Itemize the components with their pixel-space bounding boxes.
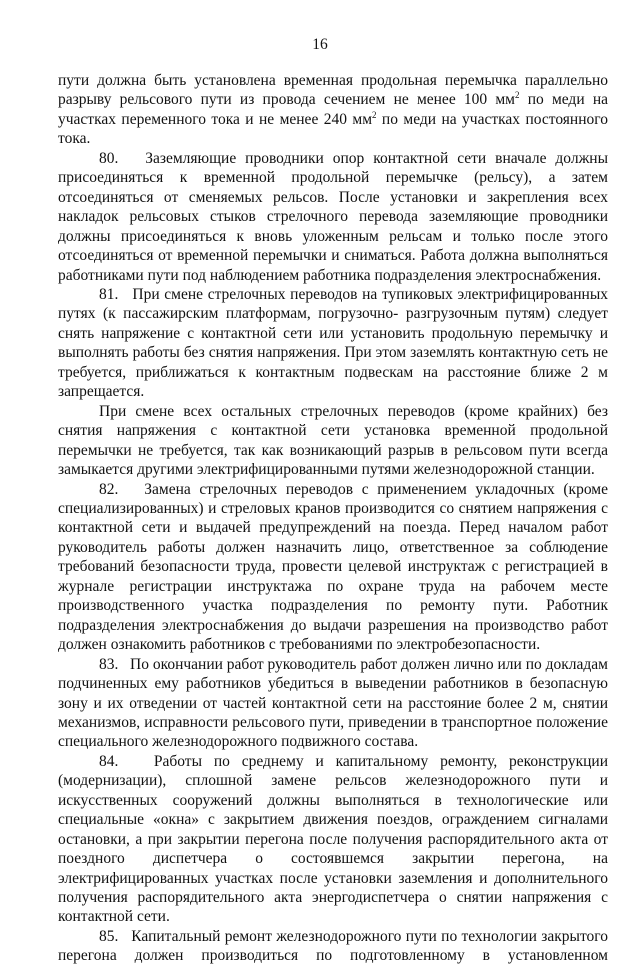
paragraph-84: 84. Работы по среднему и капитальному ремонту, реконструкции (модернизации), сплошной замене рельсов железнодорожного пути и искусственных сооружений должны выполняться в технологические или специальные «окна» с закрытием движения поездов, ограждением сигналами остановки, а при закрытии перегона после получения распорядительного акта от поездного диспетчера о состоявшемся закрытии перегона, на электрифицированных участках после установки заземления и дополнительного получения распорядительного акта энергодиспетчера о снятии напряжения с контактной сети. [58,752,608,926]
paragraph-85: 85. Капитальный ремонт железнодорожного пути по технологии закрытого перегона должен производиться по подготовленному в установленном [58,927,608,965]
superscript: 2 [514,90,520,101]
superscript: 2 [372,109,377,120]
paragraph-81: 81. При смене стрелочных переводов на тупиковых электрифицированных путях (к пассажирским платформам, погрузочно- разгрузочным путям) следует снять напряжение с контактной сети или установить продольную перемычку и выполнять работы без снятия напряжения. При этом заземлять контактную сеть не требуется, приближаться к контактным подвескам на расстояние ближе 2 м запрещается. [58,285,608,401]
text-fragment: по меди на участках постоянного тока. [58,110,608,148]
paragraph-82: 82. Замена стрелочных переводов с применением укладочных (кроме специализированных) и стреловых кранов производится со снятием напряжения с контактной сети и выдачей предупреждений на поезда. Перед началом работ руководитель работы должен назначить лицо, ответственное за соблюдение требований безопасности труда, провести целевой инструктаж с регистрацией в журнале регистрации инструктажа по охране труда на рабочем месте производственного участка подразделения по ремонту пути. Работник подразделения электроснабжения до выдачи разрешения на производство работ должен ознакомить работников с требованиями по электробезопасности. [58,480,608,654]
paragraph-83: 83. По окончании работ руководитель работ должен лично или по докладам подчиненных ему работников убедиться в выведении работников в безопасную зону и их отведении от частей контактной сети на расстояние более 2 м, снятии механизмов, исправности рельсового пути, приведении в транспортное положение специального железнодорожного подвижного состава. [58,655,608,751]
text-fragment: пути должна быть установлена временная продольная перемычка параллельно разрыву рельсового пути из провода сечением не менее 100 мм [58,72,608,109]
paragraph-79-continuation [58,71,608,149]
paragraph-80: 80. Заземляющие проводники опор контактной сети вначале должны присоединяться к временной продольной перемычке (рельсу), а затем отсоединяться от сменяемых рельсов. После установки и закрепления всех накладок рельсовых стыков стрелочного перевода заземляющие проводники должны присоединяться к вновь уложенным рельсам и только после этого отсоединяться от временной перемычки и сниматься. Работа должна выполняться работниками пути под наблюдением работника подразделения электроснабжения. [58,149,608,284]
text-fragment: по меди на участках переменного тока и не менее 240 мм [58,91,608,128]
document-body [58,71,608,966]
paragraph-81-note: При смене всех остальных стрелочных переводов (кроме крайних) без снятия напряжения с контактной сети установка временной продольной перемычки не требуется, так как возникающий разрыв в рельсовом пути всегда замыкается другими электрифицированными путями железнодорожной станции. [58,402,608,479]
page-number: 16 [312,36,328,53]
